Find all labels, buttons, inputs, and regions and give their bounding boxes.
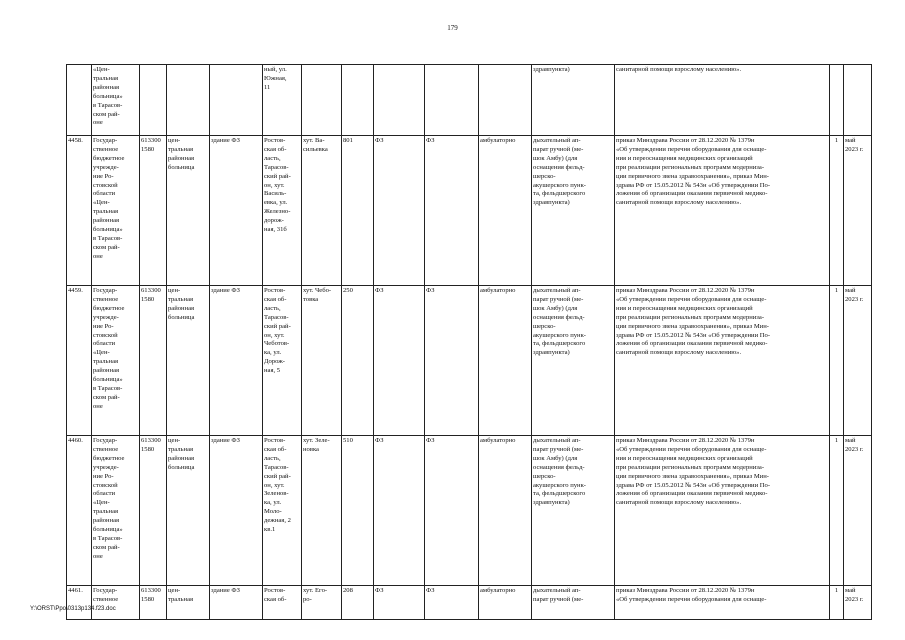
cell-num [67,65,92,136]
cell-qty: 1 [830,436,844,586]
cell-inn: 613300 1580 [140,286,167,436]
cell-law2: ФЗ [425,586,479,620]
cell-address: Ростов- ская об- ласть, Тарасов- ский рай- он, хут. Василь- евка, ул. Железно- дорож- ная, 31б [263,136,302,286]
cell-address: Ростов- ская об- ласть, Тарасов- ский рай- он, хут. Чеботов- ка, ул. Дорож- ная, 5 [263,286,302,436]
cell-qty [830,65,844,136]
cell-locality: хут. Чебо- товка [302,286,342,436]
cell-law2: ФЗ [425,136,479,286]
cell-building: здание ФЗ [210,286,263,436]
cell-population: 208 [342,586,374,620]
cell-qty: 1 [830,586,844,620]
cell-org: «Цен- тральная районная больница» в Тарасов- ском рай- оне [92,65,140,136]
cell-inn: 613300 1580 [140,136,167,286]
cell-date: май 2023 г. [844,136,872,286]
footer-file-path: Y:\ORST\Ppo\0313p134.f23.doc [30,606,116,612]
table-row [67,136,872,286]
cell-num: 4459. [67,286,92,436]
cell-locality: хут. Его- ро- [302,586,342,620]
cell-date: май 2023 г. [844,436,872,586]
cell-law2 [425,65,479,136]
cell-inn: 613300 1580 [140,586,167,620]
table-body [67,65,872,620]
cell-org: Государ- ственное бюджетное учрежде- ние Ро- стовской области «Цен- тральная районная больница» в Тарасов- ском рай- оне [92,136,140,286]
equipment-table [66,64,872,620]
cell-care: амбулаторно [479,136,532,286]
cell-qty: 1 [830,136,844,286]
cell-equipment: дыхательный ап- парат ручной (ме- шок Амбу) (для оснащения фельд- шерско- акушерского пунк- та, фельдшерского здравпункта) [532,436,615,586]
cell-unit: цен- тральная районная больница [167,136,210,286]
cell-address: Ростов- ская об- [263,586,302,620]
cell-num: 4461. [67,586,92,620]
cell-date [844,65,872,136]
cell-basis: приказ Минздрава России от 28.12.2020 № 1379н «Об утверждении перечня оборудования для оснаще- ния и переоснащения медицинских организаций при реализации региональных программ модерниза- ции первичного звена здравоохранения», приказ Мин- здрава РФ от 15.05.2012 № 543н «Об утверждении По- ложения об организации оказания первичной медико- санитарной помощи взрослому населению». [615,286,830,436]
page-number: 179 [447,24,458,32]
cell-locality: хут. Ва- сильевка [302,136,342,286]
cell-law2: ФЗ [425,436,479,586]
table-row [67,65,872,136]
cell-locality: хут. Зеле- новка [302,436,342,586]
cell-law1: ФЗ [374,586,425,620]
cell-locality [302,65,342,136]
cell-law1: ФЗ [374,286,425,436]
cell-basis: приказ Минздрава России от 28.12.2020 № 1379н «Об утверждении перечня оборудования для оснаще- ния и переоснащения медицинских организаций при реализации региональных программ модерниза- ции первичного звена здравоохранения», приказ Мин- здрава РФ от 15.05.2012 № 543н «Об утверждении По- ложения об организации оказания первичной медико- санитарной помощи взрослому населению». [615,136,830,286]
cell-population: 510 [342,436,374,586]
cell-qty: 1 [830,286,844,436]
cell-population: 250 [342,286,374,436]
cell-law2: ФЗ [425,286,479,436]
cell-care: амбулаторно [479,586,532,620]
cell-care: амбулаторно [479,286,532,436]
cell-building [210,65,263,136]
cell-care: амбулаторно [479,436,532,586]
cell-law1 [374,65,425,136]
cell-basis: приказ Минздрава России от 28.12.2020 № 1379н «Об утверждении перечня оборудования для оснаще- ния и переоснащения медицинских организаций при реализации региональных программ модерниза- ции первичного звена здравоохранения», приказ Мин- здрава РФ от 15.05.2012 № 543н «Об утверждении По- ложения об организации оказания первичной медико- санитарной помощи взрослому населению». [615,436,830,586]
cell-care [479,65,532,136]
cell-inn [140,65,167,136]
table-row [67,286,872,436]
cell-unit: цен- тральная [167,586,210,620]
cell-basis: санитарной помощи взрослому населению». [615,65,830,136]
cell-num: 4460. [67,436,92,586]
cell-org: Государ- ственное [92,586,140,620]
cell-date: май 2023 г. [844,286,872,436]
cell-unit: цен- тральная районная больница [167,436,210,586]
table-row [67,436,872,586]
cell-building: здание ФЗ [210,436,263,586]
cell-org: Государ- ственное бюджетное учрежде- ние Ро- стовской области «Цен- тральная районная больница» в Тарасов- ском рай- оне [92,286,140,436]
cell-law1: ФЗ [374,436,425,586]
cell-address: ный, ул. Южная, 11 [263,65,302,136]
cell-address: Ростов- ская об- ласть, Тарасов- ский рай- он, хут. Зеленов- ка, ул. Моло- дежная, 2 кв.1 [263,436,302,586]
table-row [67,586,872,620]
cell-num: 4458. [67,136,92,286]
cell-unit [167,65,210,136]
cell-population [342,65,374,136]
cell-law1: ФЗ [374,136,425,286]
cell-equipment: дыхательный ап- парат ручной (ме- шок Амбу) (для оснащения фельд- шерско- акушерского пунк- та, фельдшерского здравпункта) [532,286,615,436]
cell-unit: цен- тральная районная больница [167,286,210,436]
cell-building: здание ФЗ [210,136,263,286]
cell-basis: приказ Минздрава России от 28.12.2020 № 1379н «Об утверждении перечня оборудования для оснаще- [615,586,830,620]
cell-date: май 2023 г. [844,586,872,620]
cell-inn: 613300 1580 [140,436,167,586]
cell-org: Государ- ственное бюджетное учрежде- ние Ро- стовской области «Цен- тральная районная больница» в Тарасов- ском рай- оне [92,436,140,586]
cell-population: 801 [342,136,374,286]
cell-equipment: дыхательный ап- парат ручной (ме- [532,586,615,620]
cell-building: здание ФЗ [210,586,263,620]
cell-equipment: дыхательный ап- парат ручной (ме- шок Амбу) (для оснащения фельд- шерско- акушерского пунк- та, фельдшерского здравпункта) [532,136,615,286]
cell-equipment: здравпункта) [532,65,615,136]
